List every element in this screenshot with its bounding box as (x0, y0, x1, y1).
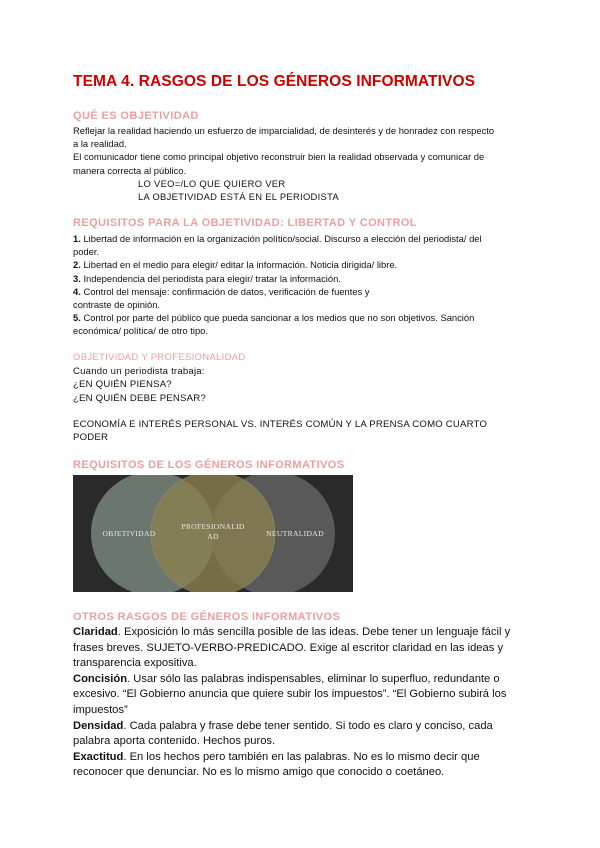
rasgo-continuation: reconocer que denunciar. No es lo mismo amigo que conocido o coetáneo. (73, 766, 445, 779)
venn-svg (73, 475, 353, 592)
heading-requisitos-generos: REQUISITOS DE LOS GÉNEROS INFORMATIVOS (73, 459, 345, 471)
rasgo-item (73, 750, 513, 766)
item-text: Libertad de información en la organización político/social. Discurso a elección del periodista/ del (83, 233, 482, 244)
item-number: 5. (73, 312, 81, 324)
rasgo-text: . Exposición lo más sencilla posible de las ideas. Debe tener un lenguaje fácil y (117, 626, 511, 638)
item-number: 2. (73, 259, 81, 271)
list-item (73, 232, 528, 245)
rasgo-continuation: transparencia expositiva. (73, 657, 197, 670)
venn-label-center-1: PROFESIONALID (181, 522, 245, 531)
text-line: manera correcta al público. (73, 164, 187, 176)
rasgo-term: Exactitud (73, 750, 124, 763)
rasgo-continuation: impuestos” (73, 703, 128, 716)
text-line: ECONOMÍA E INTERÉS PERSONAL VS. INTERÉS COMÚN Y LA PRENSA COMO CUARTO (73, 419, 488, 430)
item-number: 4. (73, 285, 81, 297)
text-line: PODER (73, 432, 109, 444)
item-text: Control del mensaje: confirmación de datos, verificación de fuentes y (83, 285, 370, 297)
list-item-continuation: poder. (73, 246, 100, 258)
item-text: Independencia del periodista para elegir/ tratar la información. (83, 272, 341, 284)
item-text: Libertad en el medio para elegir/ editar la información. Noticia dirigida/ libre. (83, 259, 398, 271)
rasgo-item (73, 625, 513, 641)
heading-otros-rasgos: OTROS RASGOS DE GÉNEROS INFORMATIVOS (73, 611, 341, 623)
rasgo-text: . Cada palabra y frase debe tener sentido. Si todo es claro y conciso, cada (123, 719, 493, 732)
text-line: Reflejar la realidad haciendo un esfuerzo de imparcialidad, de desinterés y de honradez con respecto (73, 125, 495, 136)
list-item (73, 258, 528, 271)
indented-statements (138, 177, 339, 203)
venn-diagram (73, 475, 353, 592)
list-item-continuation: contraste de opinión. (73, 299, 161, 311)
heading-requisitos-objetividad: REQUISITOS PARA LA OBJETIVIDAD: LIBERTAD Y CONTROL (73, 217, 417, 229)
rasgo-term: Concisión (73, 672, 128, 685)
rasgo-continuation: frases breves. SUJETO-VERBO-PREDICADO. Exige al escritor claridad en las ideas y (73, 641, 504, 654)
text-line: El comunicador tiene como principal objetivo reconstruir bien la realidad observada y comunicar de (73, 151, 485, 163)
list-item-continuation: económica/ política/ de otro tipo. (73, 325, 208, 337)
heading-que-es-objetividad: QUÉ ES OBJETIVIDAD (73, 110, 199, 122)
text-line: Cuando un periodista trabaja: (73, 366, 205, 377)
venn-label-right: NEUTRALIDAD (266, 529, 324, 538)
otros-rasgos-list (73, 625, 513, 781)
venn-label-left: OBJETIVIDAD (102, 529, 156, 538)
text-line: a la realidad. (73, 138, 127, 150)
indented-line: LA OBJETIVIDAD ESTÁ EN EL PERIODISTA (138, 191, 339, 202)
objetividad-paragraph (73, 124, 528, 177)
rasgo-text: . En los hechos pero también en las palabras. No es lo mismo decir que (123, 750, 480, 763)
venn-label-center-2: AD (207, 532, 219, 541)
item-number: 1. (73, 233, 81, 244)
list-item (73, 311, 528, 324)
list-item (73, 285, 528, 298)
item-number: 3. (73, 272, 81, 284)
rasgo-text: . Usar sólo las palabras indispensables, eliminar lo superfluo, redundante o (127, 672, 500, 685)
text-line: ¿EN QUIÉN PIENSA? (73, 379, 172, 391)
indented-line: LO VEO=/LO QUE QUIERO VER (138, 178, 286, 189)
rasgo-item (73, 672, 513, 688)
profesionalidad-questions (73, 365, 513, 405)
document-title: TEMA 4. RASGOS DE LOS GÉNEROS INFORMATIVOS (73, 73, 476, 90)
rasgo-term: Densidad (73, 719, 124, 732)
requisitos-list (73, 232, 528, 338)
rasgo-term: Claridad (73, 626, 118, 638)
rasgo-continuation: excesivo. “El Gobierno anuncia que quiere subir los impuestos”. “El Gobierno subirá los (73, 688, 507, 701)
rasgo-continuation: palabra aporta contenido. Hechos puros. (73, 735, 276, 748)
text-line: ¿EN QUIÉN DEBE PENSAR? (73, 392, 206, 404)
rasgo-item (73, 719, 513, 735)
heading-objetividad-profesionalidad: OBJETIVIDAD Y PROFESIONALIDAD (73, 352, 246, 363)
list-item (73, 272, 528, 285)
profesionalidad-statement (73, 418, 513, 445)
item-text: Control por parte del público que pueda sancionar a los medios que no son objetivos. Sanción (83, 312, 475, 324)
